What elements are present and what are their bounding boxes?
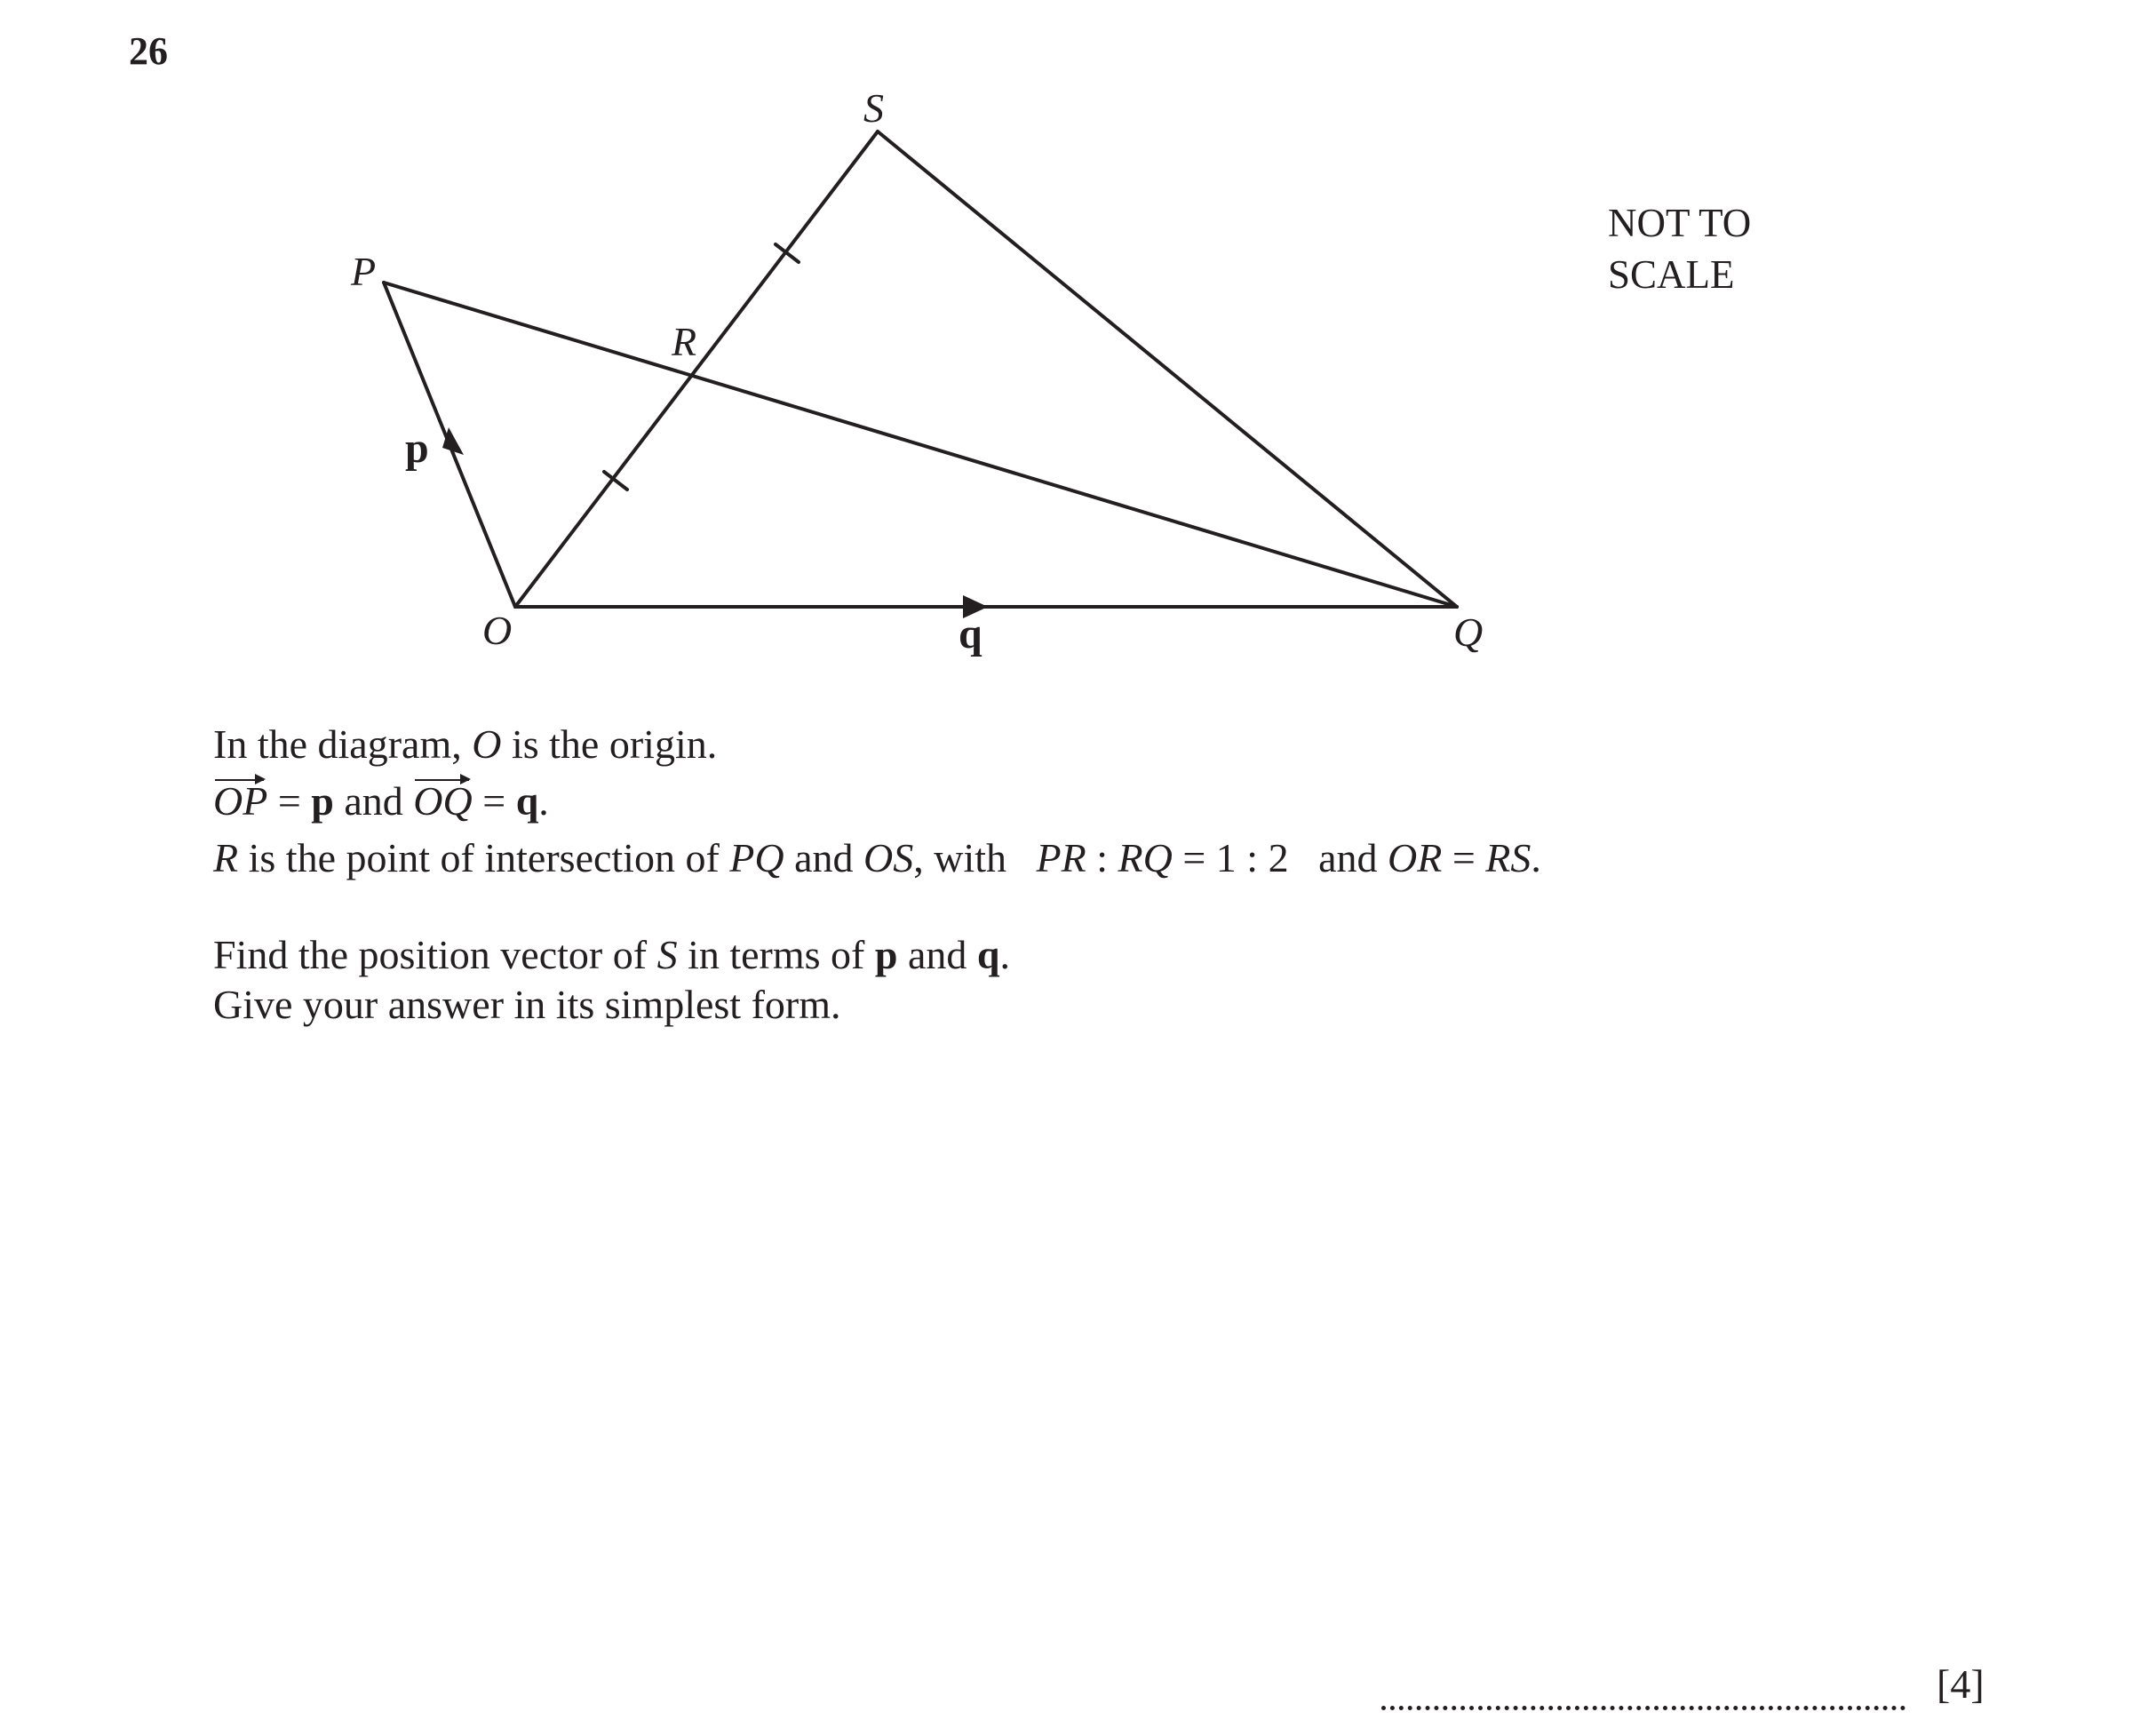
label-vector-q: q: [959, 610, 983, 657]
text-line-vectors: OP = p and OQ = q.: [213, 778, 549, 824]
text-line-task: Find the position vector of S in terms of p and q.: [213, 932, 1010, 977]
segment-sq: [878, 131, 1457, 607]
label-o: O: [482, 608, 513, 653]
text-line-intersection: R is the point of intersection of PQ and OS, with PR : RQ = 1 : 2 and OR = RS.: [213, 835, 1541, 880]
vector-diagram: [0, 0, 2148, 711]
label-s: S: [863, 85, 884, 131]
label-vector-p: p: [405, 425, 429, 472]
label-q: Q: [1453, 609, 1484, 655]
vector-oq: OQ: [413, 778, 473, 824]
scale-note-line-2: SCALE: [1608, 252, 1735, 297]
label-r: R: [672, 319, 697, 364]
text-line-origin: In the diagram, O is the origin.: [213, 721, 718, 767]
marks-label: [4]: [1937, 1661, 1985, 1707]
segment-os: [515, 131, 878, 607]
label-p: P: [351, 249, 377, 294]
segment-pq: [384, 283, 1457, 607]
not-to-scale-note: [1608, 197, 1751, 300]
vector-op: OP: [213, 778, 268, 824]
scale-note-line-1: NOT TO: [1608, 201, 1752, 245]
question-number: 26: [129, 29, 168, 73]
text-line-instruction: Give your answer in its simplest form.: [213, 982, 841, 1027]
answer-line[interactable]: [1381, 1706, 1905, 1710]
